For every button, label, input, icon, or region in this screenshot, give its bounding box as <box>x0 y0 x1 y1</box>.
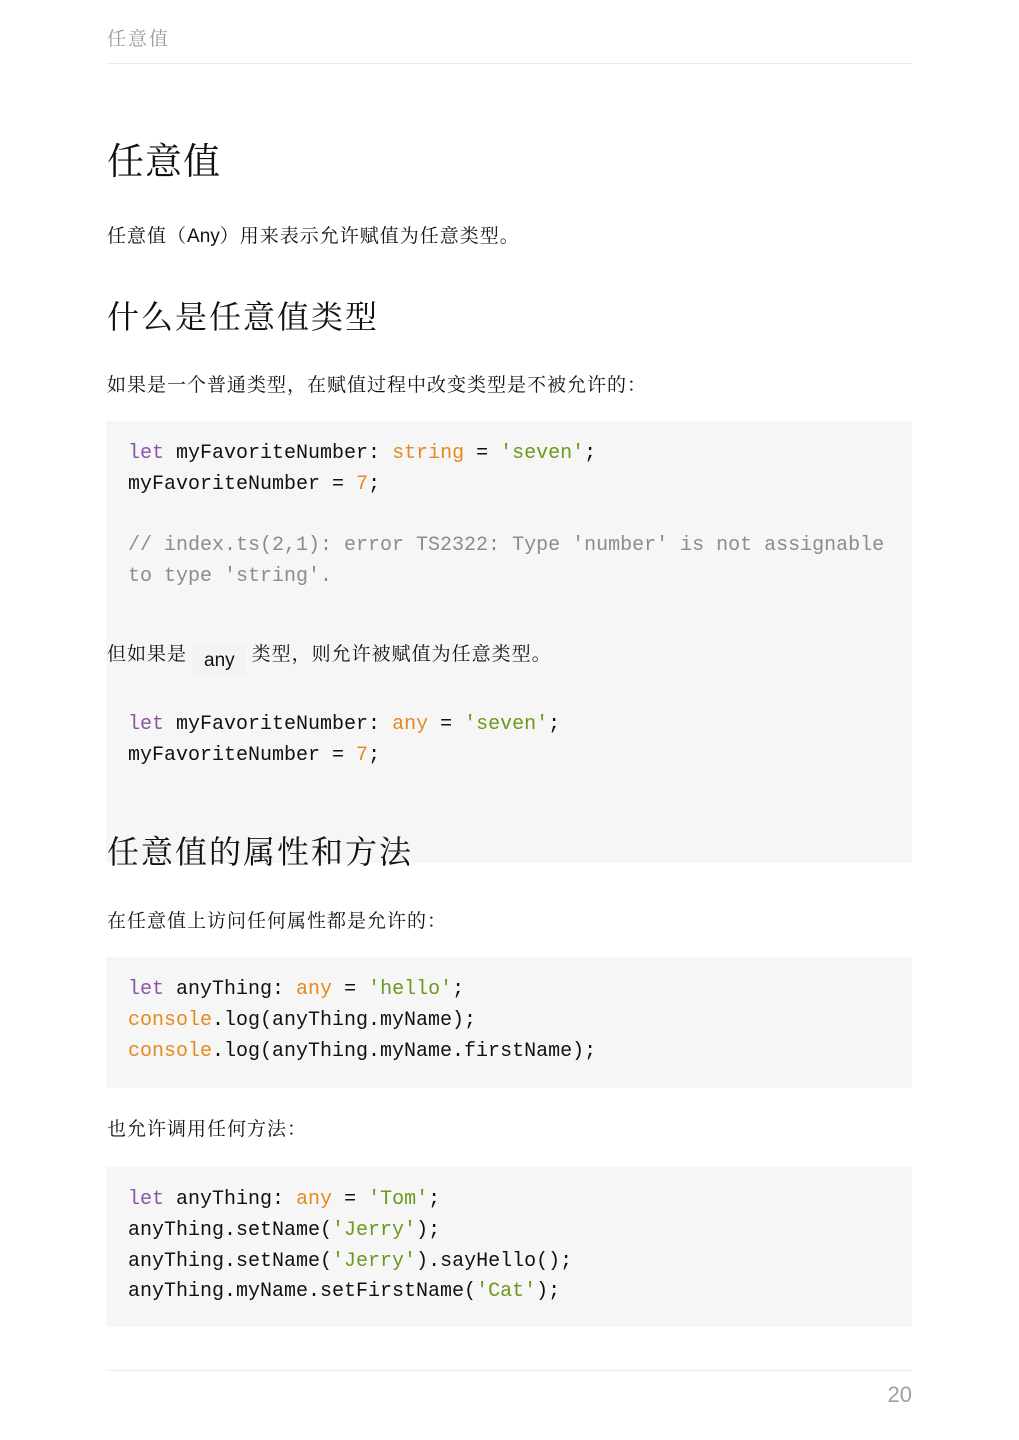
intro-text-after: ）用来表示允许赋值为任意类型。 <box>219 225 520 247</box>
code-string: 'Tom' <box>368 1188 429 1211</box>
code-line <box>128 1216 890 1247</box>
footer-divider <box>106 1370 912 1371</box>
code-line <box>128 1006 890 1037</box>
code-type: any <box>392 713 429 736</box>
section-heading-any-type: 什么是任意值类型 <box>107 298 380 336</box>
section-heading-properties-methods: 任意值的属性和方法 <box>107 833 414 871</box>
code-text: ; <box>452 978 465 1001</box>
code-line <box>128 1277 890 1308</box>
code-text: ; <box>368 472 381 496</box>
section2-paragraph-1: 在任意值上访问任何属性都是允许的： <box>107 910 448 932</box>
para-text: 但如果是 <box>107 643 188 665</box>
header-divider <box>106 63 912 64</box>
page-number: 20 <box>887 1382 912 1407</box>
code-text: = <box>332 1188 369 1211</box>
code-comment-line: // index.ts(2,1): error TS2322: Type 'number' is not assignable <box>128 534 885 558</box>
page-title: 任意值 <box>107 140 221 183</box>
code-block-1 <box>106 421 912 613</box>
code-text: anyThing.setName( <box>128 1249 333 1273</box>
code-text: anyThing: <box>164 978 297 1001</box>
code-type: any <box>296 978 333 1001</box>
code-text: ); <box>536 1280 561 1304</box>
code-text: anyThing.myName.setFirstName( <box>128 1280 477 1304</box>
intro-latin-term: Any <box>187 226 220 247</box>
code-text: = <box>332 978 369 1001</box>
code-object: console <box>128 1008 213 1032</box>
code-block-3 <box>106 957 912 1088</box>
code-line <box>128 741 890 772</box>
code-line <box>128 1247 890 1278</box>
intro-text-before: 任意值（ <box>107 225 188 247</box>
para-text: 类型，则允许被赋值为任意类型。 <box>251 643 552 665</box>
section1-paragraph-2 <box>107 639 552 677</box>
code-type: string <box>392 442 465 465</box>
code-text: ; <box>548 713 561 736</box>
code-text: ); <box>416 1218 441 1242</box>
section2-paragraph-2: 也允许调用任何方法： <box>107 1118 308 1140</box>
code-line-blank <box>128 501 890 532</box>
code-text: myFavoriteNumber: <box>164 442 393 465</box>
code-text: ; <box>368 743 381 767</box>
code-text: myFavoriteNumber = <box>128 472 357 496</box>
code-text: anyThing: <box>164 1188 297 1211</box>
code-keyword: let <box>128 1188 165 1211</box>
code-text: myFavoriteNumber = <box>128 743 357 767</box>
code-line <box>128 439 890 470</box>
code-text: .log(anyThing.myName.firstName); <box>212 1039 597 1063</box>
code-block-4 <box>106 1167 912 1327</box>
code-text: anyThing.setName( <box>128 1218 333 1242</box>
code-keyword: let <box>128 442 165 465</box>
code-keyword: let <box>128 713 165 736</box>
inline-code-any: any <box>193 645 246 677</box>
code-object: console <box>128 1039 213 1063</box>
code-line <box>128 1037 890 1068</box>
code-keyword: let <box>128 978 165 1001</box>
code-text: ; <box>584 442 597 465</box>
code-string: 'seven' <box>464 713 549 736</box>
code-text: = <box>428 713 465 736</box>
code-text: ).sayHello(); <box>416 1249 573 1273</box>
code-type: any <box>296 1188 333 1211</box>
code-line <box>128 975 890 1006</box>
code-string: 'hello' <box>368 978 453 1001</box>
section1-paragraph-1: 如果是一个普通类型，在赋值过程中改变类型是不被允许的： <box>107 374 648 396</box>
code-text: .log(anyThing.myName); <box>212 1008 477 1032</box>
code-text: = <box>464 442 501 465</box>
code-block-2 <box>106 692 912 791</box>
code-comment-line: to type 'string'. <box>128 565 333 589</box>
code-line <box>128 470 890 501</box>
code-text: ; <box>428 1188 441 1211</box>
code-line <box>128 710 890 741</box>
code-line <box>128 1185 890 1216</box>
code-string: 'seven' <box>500 442 585 465</box>
code-text: myFavoriteNumber: <box>164 713 393 736</box>
intro-paragraph <box>107 221 520 252</box>
code-string: 'Jerry' <box>332 1249 417 1273</box>
code-number: 7 <box>356 743 369 767</box>
code-number: 7 <box>356 472 369 496</box>
code-string: 'Cat' <box>476 1280 537 1304</box>
code-string: 'Jerry' <box>332 1218 417 1242</box>
running-header-title: 任意值 <box>107 28 171 50</box>
